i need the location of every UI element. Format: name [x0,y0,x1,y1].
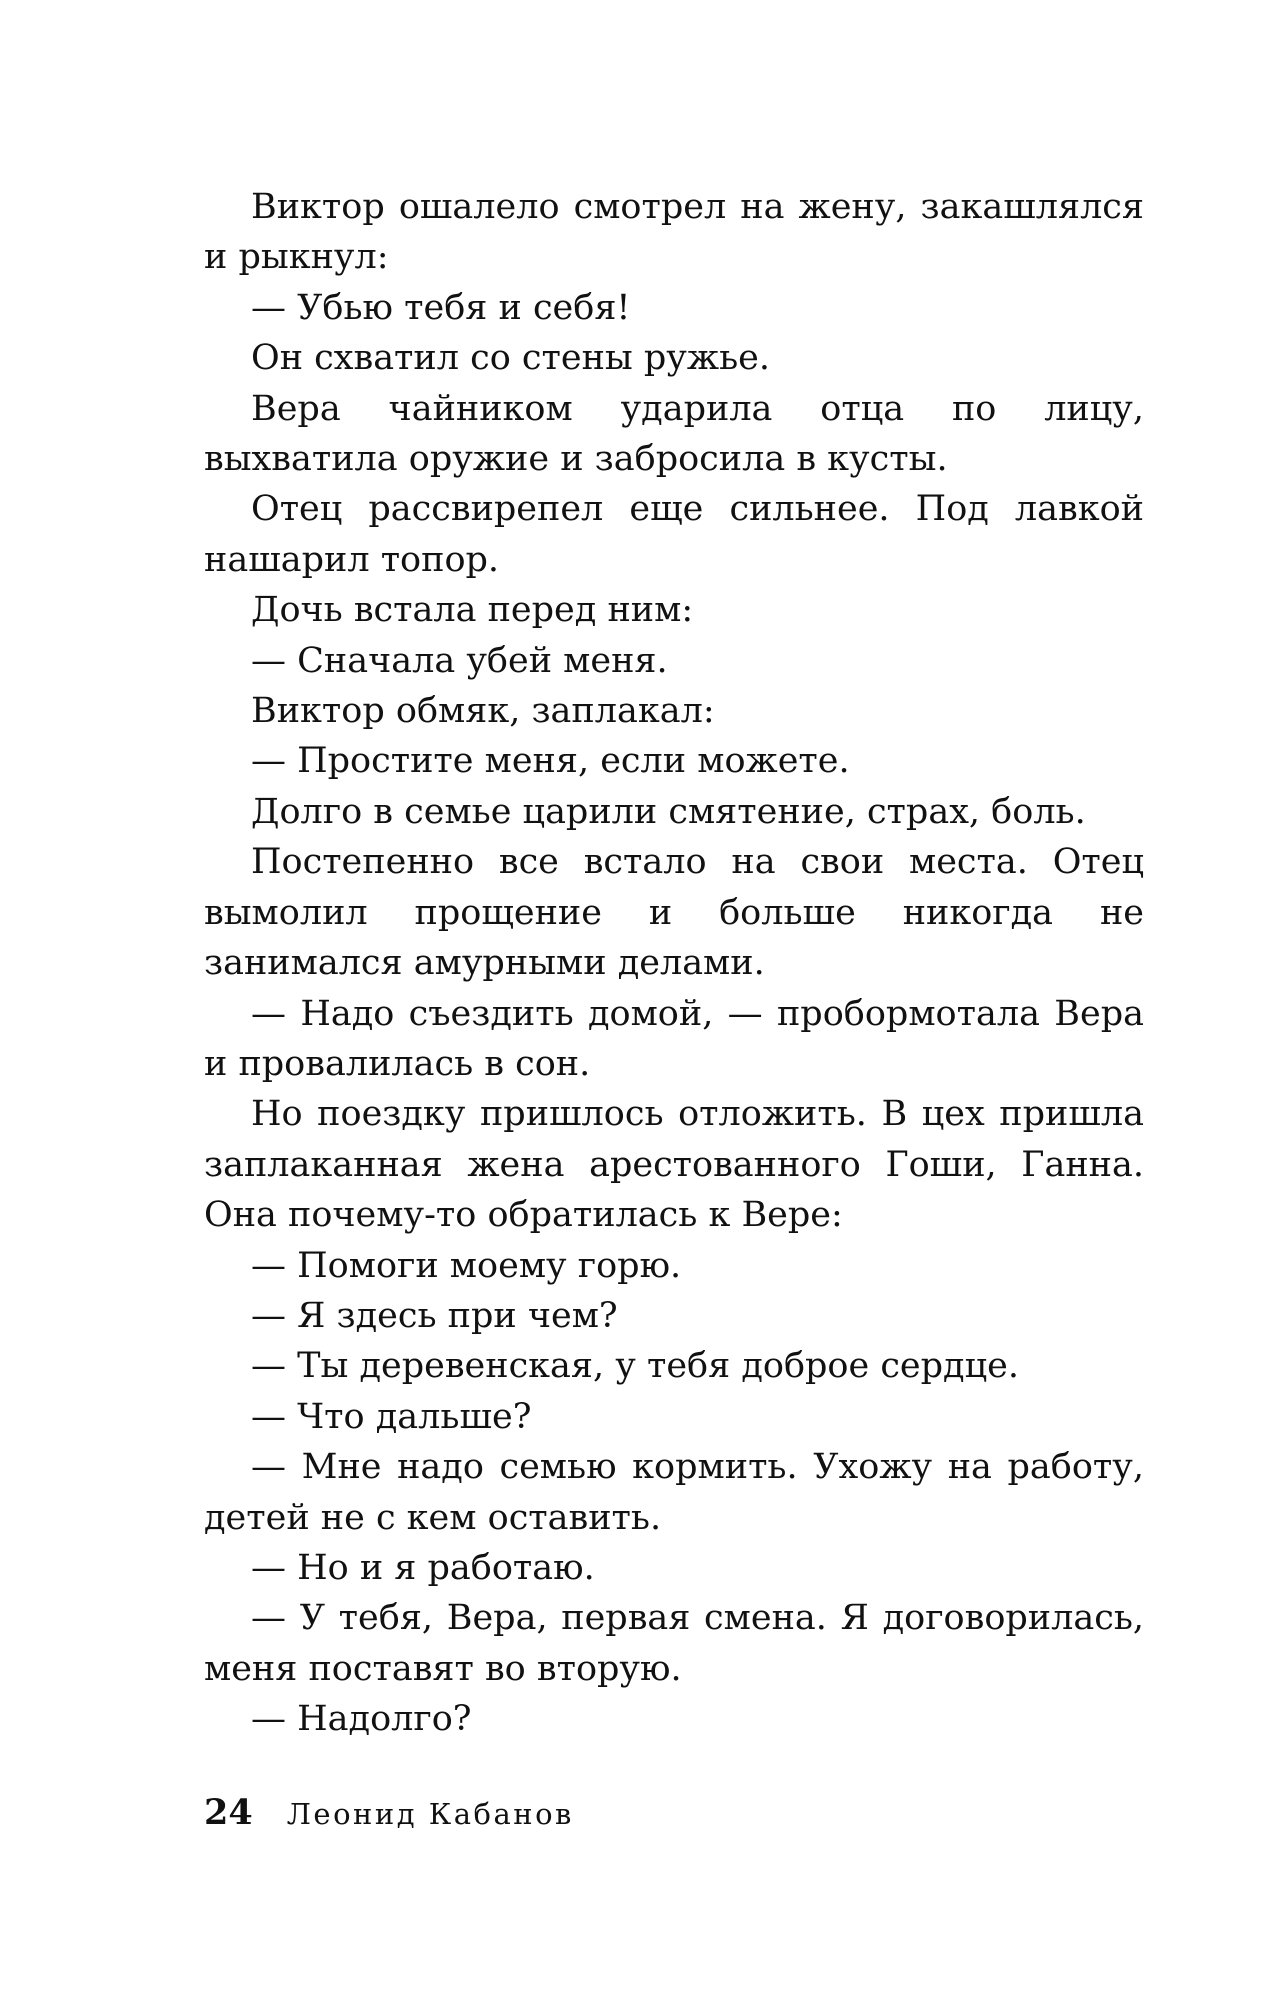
paragraph: — Но и я работаю. [251,1547,595,1588]
paragraph: Виктор обмяк, заплакал: [251,691,715,732]
paragraph: — У тебя, Вера, первая смена. Я договорилась, меня поставят во вторую. [204,1598,1144,1689]
paragraph: Он схватил со стены ружье. [251,338,770,379]
paragraph: Виктор ошалело смотрел на жену, закашлялся и рыкнул: [204,187,1144,278]
paragraph: — Помоги моему горю. [251,1245,682,1286]
body-text [204,182,1144,1745]
paragraph: — Ты деревенская, у тебя доброе сердце. [251,1346,1019,1387]
paragraph: Но поездку пришлось отложить. В цех пришла заплаканная жена арестованного Гоши, Ганна. Она почему-то обратилась к Вере: [204,1094,1144,1236]
author-name: Леонид Кабанов [286,1797,574,1831]
paragraph: Долго в семье царили смятение, страх, боль. [251,791,1086,832]
paragraph: — Сначала убей меня. [251,640,668,681]
paragraph: — Мне надо семью кормить. Ухожу на работу, детей не с кем оставить. [204,1447,1144,1538]
paragraph: — Простите меня, если можете. [251,741,850,782]
page-footer [204,1792,574,1833]
paragraph: — Надо съездить домой, — пробормотала Вера и провалилась в сон. [204,993,1144,1084]
paragraph: — Что дальше? [251,1396,532,1437]
page-number: 24 [204,1792,253,1833]
paragraph: Постепенно все встало на свои места. Отец вымолил прощение и больше никогда не занимался амурными делами. [204,842,1144,984]
paragraph: Дочь встала перед ним: [251,590,694,631]
paragraph: — Надолго? [251,1699,472,1740]
paragraph: — Убью тебя и себя! [251,287,631,328]
paragraph: — Я здесь при чем? [251,1295,618,1336]
paragraph: Отец рассвирепел еще сильнее. Под лавкой нашарил топор. [204,489,1144,580]
paragraph: Вера чайником ударила отца по лицу, выхватила оружие и забросила в кусты. [204,388,1144,480]
